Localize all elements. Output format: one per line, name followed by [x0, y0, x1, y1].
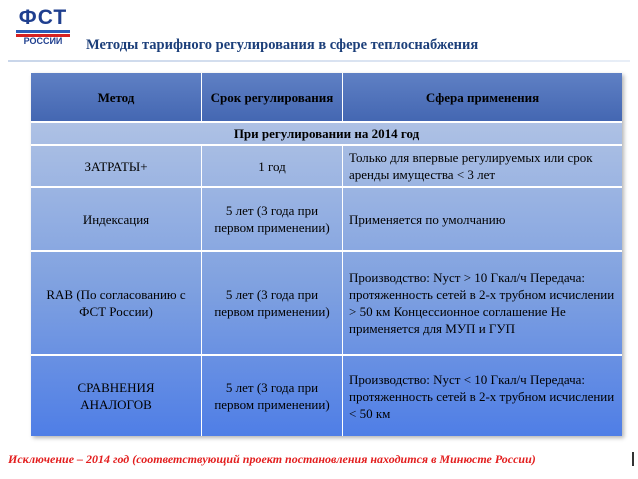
- logo-main-text: ФСТ: [18, 6, 68, 29]
- section-label-row: При регулировании на 2014 год: [233, 126, 420, 141]
- footer-note: Исключение – 2014 год (соответствующий проект постановления находится в Минюсте России): [8, 452, 536, 466]
- row-3-scope: Производство: Nуст > 10 Гкал/ч Передача: протяженность сетей в 2-х трубном исчислении > 50 км Концессионное соглашение Не применяется для МУП и ГУП: [349, 270, 615, 336]
- row-1-scope: Только для впервые регулируемых или срок аренды имущества < 3 лет: [349, 150, 593, 182]
- row-divider: [31, 144, 622, 146]
- row-2-method: Индексация: [82, 211, 150, 227]
- row-2-period: 5 лет (3 года при первом применении): [214, 203, 330, 235]
- row-divider: [31, 121, 622, 123]
- fst-logo: [8, 4, 78, 50]
- row-4-period: 5 лет (3 года при первом применении): [214, 380, 330, 412]
- column-divider: [342, 73, 343, 121]
- header-method: Метод: [97, 89, 135, 105]
- row-4-scope: Производство: Nуст < 10 Гкал/ч Передача: протяженность сетей в 2-х трубном исчислении < 50 км: [349, 371, 615, 421]
- row-divider: [31, 186, 622, 188]
- header-period: Срок регулирования: [210, 89, 334, 105]
- column-divider: [201, 73, 202, 121]
- page-marker: [632, 452, 634, 466]
- row-3-period: 5 лет (3 года при первом применении): [214, 287, 330, 319]
- page-title: Методы тарифного регулирования в сфере теплоснабжения: [86, 37, 479, 53]
- row-4-method: СРАВНЕНИЯ АНАЛОГОВ: [77, 380, 155, 412]
- row-2-scope: Применяется по умолчанию: [349, 211, 506, 227]
- row-1-method: ЗАТРАТЫ+: [84, 158, 148, 174]
- column-divider: [201, 146, 202, 436]
- row-3-method: RAB (По согласованию с ФСТ России): [46, 287, 186, 319]
- column-divider: [342, 146, 343, 436]
- row-divider: [31, 354, 622, 356]
- title-divider: [8, 60, 630, 62]
- row-divider: [31, 250, 622, 252]
- tariff-methods-table: [31, 73, 622, 436]
- logo-blue-stripe: [16, 30, 70, 33]
- logo-sub-text: РОССИИ: [23, 36, 63, 46]
- row-1-period: 1 год: [258, 158, 286, 174]
- header-scope: Сфера применения: [425, 89, 540, 105]
